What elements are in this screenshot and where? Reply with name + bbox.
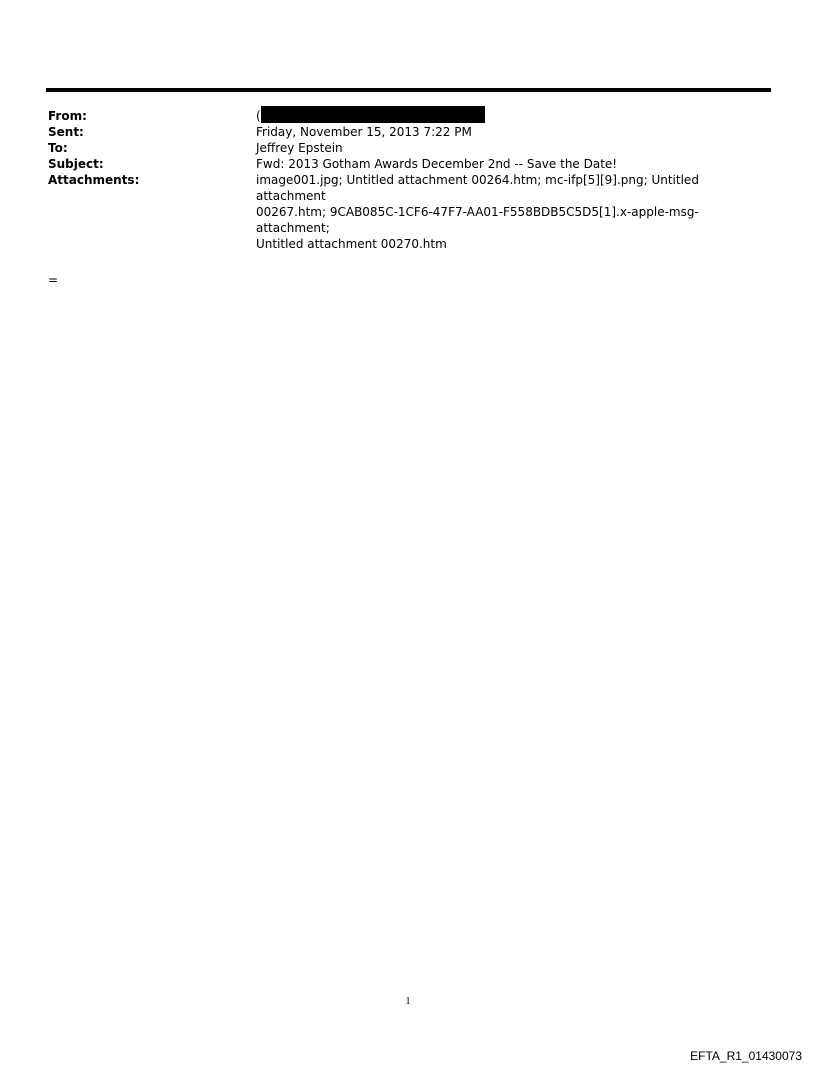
to-label: To: <box>48 141 68 155</box>
subject-value: Fwd: 2013 Gotham Awards December 2nd -- Save the Date! <box>256 157 618 171</box>
document-id: EFTA_R1_01430073 <box>690 1049 802 1063</box>
to-row <box>48 140 768 156</box>
sent-value: Friday, November 15, 2013 7:22 PM <box>256 125 472 139</box>
from-row <box>48 108 768 124</box>
email-body: = <box>48 273 59 287</box>
email-header <box>48 108 768 252</box>
sent-label: Sent: <box>48 125 84 139</box>
page-number: 1 <box>405 996 411 1007</box>
subject-row <box>48 156 768 172</box>
to-value: Jeffrey Epstein <box>256 141 343 155</box>
subject-label: Subject: <box>48 157 104 171</box>
attachments-value <box>256 172 768 252</box>
attachments-label: Attachments: <box>48 173 140 187</box>
redaction-block <box>261 106 485 123</box>
from-value-text: ( <box>256 109 261 123</box>
attachments-line: Untitled attachment 00270.htm <box>256 237 447 251</box>
from-label: From: <box>48 109 87 123</box>
attachments-line: 00267.htm; 9CAB085C-1CF6-47F7-AA01-F558BDB5C5D5[1].x-apple-msg-attachment; <box>256 205 699 235</box>
attachments-row <box>48 172 768 252</box>
from-value <box>256 108 768 124</box>
sent-row <box>48 124 768 140</box>
header-rule <box>46 88 771 92</box>
attachments-line: image001.jpg; Untitled attachment 00264.htm; mc-ifp[5][9].png; Untitled attachment <box>256 173 699 203</box>
